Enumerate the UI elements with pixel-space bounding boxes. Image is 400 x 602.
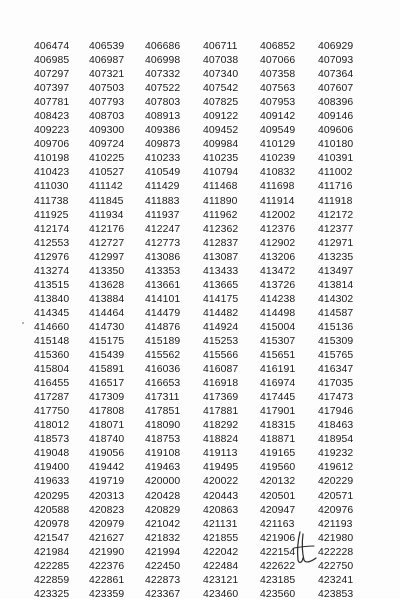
- number-cell: 419048: [34, 448, 70, 460]
- number-cell: 418954: [318, 434, 354, 446]
- number-cell: 420829: [145, 504, 181, 516]
- number-cell: 415175: [89, 335, 125, 347]
- number-cell: 418753: [145, 434, 181, 446]
- number-cell: 420132: [260, 476, 296, 488]
- number-cell: 417035: [318, 378, 354, 390]
- number-cell: 407332: [145, 69, 181, 81]
- number-cell: 419232: [318, 448, 354, 460]
- number-cell: 411030: [34, 181, 69, 193]
- number-cell: 422861: [89, 574, 125, 586]
- number-cell: 421832: [145, 532, 181, 544]
- number-cell: 407953: [260, 97, 296, 109]
- number-cell: 421980: [318, 532, 354, 544]
- number-cell: 410549: [145, 167, 181, 179]
- number-cell: 407503: [89, 83, 125, 95]
- number-cell: 419463: [145, 462, 181, 474]
- number-cell: 419633: [34, 476, 70, 488]
- number-cell: 421994: [145, 546, 181, 558]
- number-cell: 422484: [203, 560, 239, 572]
- number-cell: 422859: [34, 574, 70, 586]
- number-grid: [34, 40, 376, 602]
- number-cell: 413628: [89, 279, 125, 291]
- number-cell: 411962: [203, 209, 238, 221]
- number-cell: 413235: [318, 251, 354, 263]
- number-cell: 420588: [34, 504, 70, 516]
- number-cell: 412997: [89, 251, 125, 263]
- number-cell: 423185: [260, 574, 296, 586]
- number-cell: 413884: [89, 293, 125, 305]
- number-cell: 417311: [145, 392, 180, 404]
- number-cell: 413472: [260, 265, 296, 277]
- number-cell: 415439: [89, 350, 125, 362]
- number-cell: 420022: [203, 476, 239, 488]
- number-cell: 407397: [34, 83, 70, 95]
- number-cell: 411468: [203, 181, 238, 193]
- number-cell: 410391: [318, 153, 354, 165]
- number-cell: 416974: [260, 378, 296, 390]
- number-cell: 411914: [260, 195, 295, 207]
- number-cell: 410180: [318, 139, 354, 151]
- number-cell: 415307: [260, 335, 296, 347]
- number-cell: 416455: [34, 378, 70, 390]
- number-cell: 423241: [318, 574, 354, 586]
- number-cell: 418071: [89, 420, 125, 432]
- number-cell: 413206: [260, 251, 296, 263]
- number-cell: 423560: [260, 588, 296, 600]
- number-cell: 417901: [260, 406, 296, 418]
- number-cell: 415148: [34, 335, 70, 347]
- number-cell: 420978: [34, 518, 70, 530]
- number-cell: 410832: [260, 167, 296, 179]
- number-cell: 413726: [260, 279, 296, 291]
- number-cell: 407093: [318, 55, 354, 67]
- number-cell: 418090: [145, 420, 181, 432]
- scan-speck: [22, 322, 24, 324]
- number-cell: 407038: [203, 55, 239, 67]
- number-cell: 413274: [34, 265, 70, 277]
- number-cell: 416347: [318, 364, 354, 376]
- number-cell: 418740: [89, 434, 125, 446]
- number-cell: 421547: [34, 532, 70, 544]
- number-cell: 412976: [34, 251, 70, 263]
- number-cell: 409146: [318, 111, 354, 123]
- number-cell: 411918: [318, 195, 353, 207]
- number-cell: 415804: [34, 364, 70, 376]
- number-cell: 414302: [318, 293, 354, 305]
- number-cell: 419113: [203, 448, 238, 460]
- number-cell: 410198: [34, 153, 70, 165]
- number-cell: 416036: [145, 364, 181, 376]
- number-cell: 412971: [318, 237, 354, 249]
- number-cell: 409549: [260, 125, 296, 137]
- number-cell: 418012: [34, 420, 70, 432]
- number-cell: 416191: [260, 364, 296, 376]
- number-cell: 409606: [318, 125, 354, 137]
- number-cell: 414479: [145, 307, 181, 319]
- number-cell: 411142: [89, 181, 123, 193]
- number-cell: 414498: [260, 307, 296, 319]
- number-cell: 422750: [318, 560, 354, 572]
- number-cell: 407522: [145, 83, 181, 95]
- handwritten-signature: [286, 528, 326, 568]
- number-cell: 415562: [145, 350, 181, 362]
- number-cell: 408913: [145, 111, 181, 123]
- number-cell: 409873: [145, 139, 181, 151]
- number-cell: 415253: [203, 335, 239, 347]
- number-cell: 414101: [145, 293, 181, 305]
- number-cell: 420501: [260, 490, 296, 502]
- number-cell: 408396: [318, 97, 354, 109]
- number-cell: 415765: [318, 350, 354, 362]
- number-cell: 418871: [260, 434, 296, 446]
- number-cell: 407803: [145, 97, 181, 109]
- number-cell: 412773: [145, 237, 181, 249]
- number-cell: 413353: [145, 265, 181, 277]
- number-cell: 422154: [260, 546, 296, 558]
- number-cell: 421193: [318, 518, 353, 530]
- number-cell: 420976: [318, 504, 354, 516]
- number-cell: 412002: [260, 209, 296, 221]
- number-cell: 409984: [203, 139, 239, 151]
- number-cell: 413814: [318, 279, 354, 291]
- number-cell: 420443: [203, 490, 239, 502]
- number-cell: 418292: [203, 420, 239, 432]
- number-cell: 414924: [203, 321, 239, 333]
- number-cell: 420979: [89, 518, 125, 530]
- number-cell: 411698: [260, 181, 295, 193]
- number-cell: 420428: [145, 490, 181, 502]
- number-cell: 417369: [203, 392, 239, 404]
- number-cell: 412727: [89, 237, 125, 249]
- number-cell: 414464: [89, 307, 125, 319]
- number-cell: 418315: [260, 420, 296, 432]
- number-cell: 412176: [89, 223, 125, 235]
- number-cell: 417287: [34, 392, 70, 404]
- number-cell: 411845: [89, 195, 124, 207]
- number-cell: 421042: [145, 518, 181, 530]
- number-cell: 423853: [318, 588, 354, 600]
- number-cell: 410235: [203, 153, 239, 165]
- number-cell: 415189: [145, 335, 181, 347]
- number-cell: 411937: [145, 209, 180, 221]
- number-cell: 417851: [145, 406, 181, 418]
- number-cell: 412553: [34, 237, 70, 249]
- number-cell: 409300: [89, 125, 125, 137]
- number-cell: 407340: [203, 69, 239, 81]
- number-cell: 419495: [203, 462, 239, 474]
- number-cell: 411890: [203, 195, 238, 207]
- number-cell: 410129: [260, 139, 296, 151]
- number-cell: 409706: [34, 139, 70, 151]
- number-cell: 406985: [34, 55, 70, 67]
- number-cell: 411002: [318, 167, 353, 179]
- number-cell: 409142: [260, 111, 296, 123]
- number-cell: 421131: [203, 518, 238, 530]
- number-cell: 419056: [89, 448, 125, 460]
- number-cell: 414175: [203, 293, 239, 305]
- number-cell: 420823: [89, 504, 125, 516]
- number-cell: 409122: [203, 111, 239, 123]
- number-cell: 422376: [89, 560, 125, 572]
- number-cell: 411716: [318, 181, 353, 193]
- number-cell: 417750: [34, 406, 70, 418]
- number-cell: 420571: [318, 490, 354, 502]
- number-cell: 409452: [203, 125, 239, 137]
- number-cell: 419400: [34, 462, 70, 474]
- number-cell: 423325: [34, 588, 70, 600]
- number-cell: 415360: [34, 350, 70, 362]
- number-cell: 412172: [318, 209, 354, 221]
- number-cell: 411934: [89, 209, 124, 221]
- number-cell: 412362: [203, 223, 239, 235]
- number-cell: 412247: [145, 223, 181, 235]
- number-cell: 413661: [145, 279, 181, 291]
- number-cell: 407542: [203, 83, 239, 95]
- number-cell: 421627: [89, 532, 125, 544]
- number-cell: 415136: [318, 321, 354, 333]
- number-cell: 406711: [203, 41, 238, 52]
- number-cell: 418573: [34, 434, 70, 446]
- number-cell: 415651: [260, 350, 296, 362]
- number-cell: 412902: [260, 237, 296, 249]
- number-cell: 415309: [318, 335, 354, 347]
- number-cell: 407781: [34, 97, 70, 109]
- number-cell: 412174: [34, 223, 70, 235]
- number-cell: 410225: [89, 153, 125, 165]
- number-cell: 417473: [318, 392, 354, 404]
- number-cell: 415891: [89, 364, 125, 376]
- number-cell: 406929: [318, 41, 354, 52]
- number-cell: 409386: [145, 125, 181, 137]
- number-cell: 421984: [34, 546, 70, 558]
- number-cell: 407066: [260, 55, 296, 67]
- number-cell: 413515: [34, 279, 70, 291]
- number-cell: 421163: [260, 518, 295, 530]
- number-cell: 418824: [203, 434, 239, 446]
- number-cell: 419442: [89, 462, 125, 474]
- number-cell: 406539: [89, 41, 125, 52]
- number-cell: 414730: [89, 321, 125, 333]
- number-cell: 407364: [318, 69, 354, 81]
- number-cell: 411738: [34, 195, 69, 207]
- number-cell: 410239: [260, 153, 296, 165]
- number-cell: 414482: [203, 307, 239, 319]
- number-cell: 423359: [89, 588, 125, 600]
- number-cell: 414876: [145, 321, 181, 333]
- number-cell: 415004: [260, 321, 296, 333]
- number-cell: 417808: [89, 406, 125, 418]
- number-cell: 416918: [203, 378, 239, 390]
- number-cell: 412377: [318, 223, 354, 235]
- number-cell: 409724: [89, 139, 125, 151]
- number-cell: 422042: [203, 546, 239, 558]
- number-cell: 413665: [203, 279, 239, 291]
- number-cell: 420863: [203, 504, 239, 516]
- number-cell: 423460: [203, 588, 239, 600]
- number-cell: 406998: [145, 55, 181, 67]
- number-cell: 413087: [203, 251, 239, 263]
- number-cell: 416517: [89, 378, 125, 390]
- number-cell: 411429: [145, 181, 180, 193]
- number-cell: 416087: [203, 364, 239, 376]
- number-cell: 421990: [89, 546, 125, 558]
- number-cell: 406852: [260, 41, 296, 52]
- number-cell: 417309: [89, 392, 125, 404]
- number-cell: 420000: [145, 476, 181, 488]
- number-cell: 422622: [260, 560, 296, 572]
- number-cell: 410423: [34, 167, 70, 179]
- number-cell: 408423: [34, 111, 70, 123]
- number-cell: 419108: [145, 448, 181, 460]
- number-cell: 407297: [34, 69, 70, 81]
- number-cell: 414345: [34, 307, 70, 319]
- number-cell: 407321: [89, 69, 125, 81]
- number-cell: 414587: [318, 307, 354, 319]
- number-cell: 420295: [34, 490, 70, 502]
- number-cell: 422228: [318, 546, 354, 558]
- number-cell: 422873: [145, 574, 181, 586]
- number-cell: 419165: [260, 448, 296, 460]
- number-cell: 408703: [89, 111, 125, 123]
- number-cell: 407563: [260, 83, 296, 95]
- number-cell: 418463: [318, 420, 354, 432]
- number-cell: 413433: [203, 265, 239, 277]
- number-cell: 413086: [145, 251, 181, 263]
- number-cell: 420313: [89, 490, 125, 502]
- number-cell: 419560: [260, 462, 296, 474]
- number-cell: 420947: [260, 504, 296, 516]
- number-cell: 410527: [89, 167, 125, 179]
- number-cell: 409223: [34, 125, 70, 137]
- number-cell: 419719: [89, 476, 125, 488]
- number-cell: 419612: [318, 462, 354, 474]
- number-cell: 414660: [34, 321, 70, 333]
- number-cell: 410233: [145, 153, 181, 165]
- number-cell: 407825: [203, 97, 239, 109]
- number-cell: 416653: [145, 378, 181, 390]
- number-cell: 411883: [145, 195, 180, 207]
- number-cell: 410794: [203, 167, 239, 179]
- number-cell: 423367: [145, 588, 181, 600]
- number-cell: 412837: [203, 237, 239, 249]
- number-cell: 417946: [318, 406, 354, 418]
- number-cell: 413350: [89, 265, 125, 277]
- number-cell: 417445: [260, 392, 296, 404]
- number-cell: 407358: [260, 69, 296, 81]
- number-cell: 414238: [260, 293, 296, 305]
- number-cell: 421855: [203, 532, 239, 544]
- number-cell: 421906: [260, 532, 296, 544]
- number-cell: 407793: [89, 97, 125, 109]
- number-cell: 415566: [203, 350, 239, 362]
- number-cell: 412376: [260, 223, 296, 235]
- number-cell: 413497: [318, 265, 354, 277]
- number-cell: 420229: [318, 476, 354, 488]
- number-cell: 413840: [34, 293, 70, 305]
- number-cell: 406474: [34, 41, 70, 52]
- number-cell: 406987: [89, 55, 125, 67]
- number-cell: 407607: [318, 83, 354, 95]
- number-cell: 411925: [34, 209, 69, 221]
- number-cell: 422450: [145, 560, 181, 572]
- number-cell: 422285: [34, 560, 70, 572]
- number-cell: 423121: [203, 574, 239, 586]
- number-cell: 417881: [203, 406, 239, 418]
- number-cell: 406686: [145, 41, 181, 52]
